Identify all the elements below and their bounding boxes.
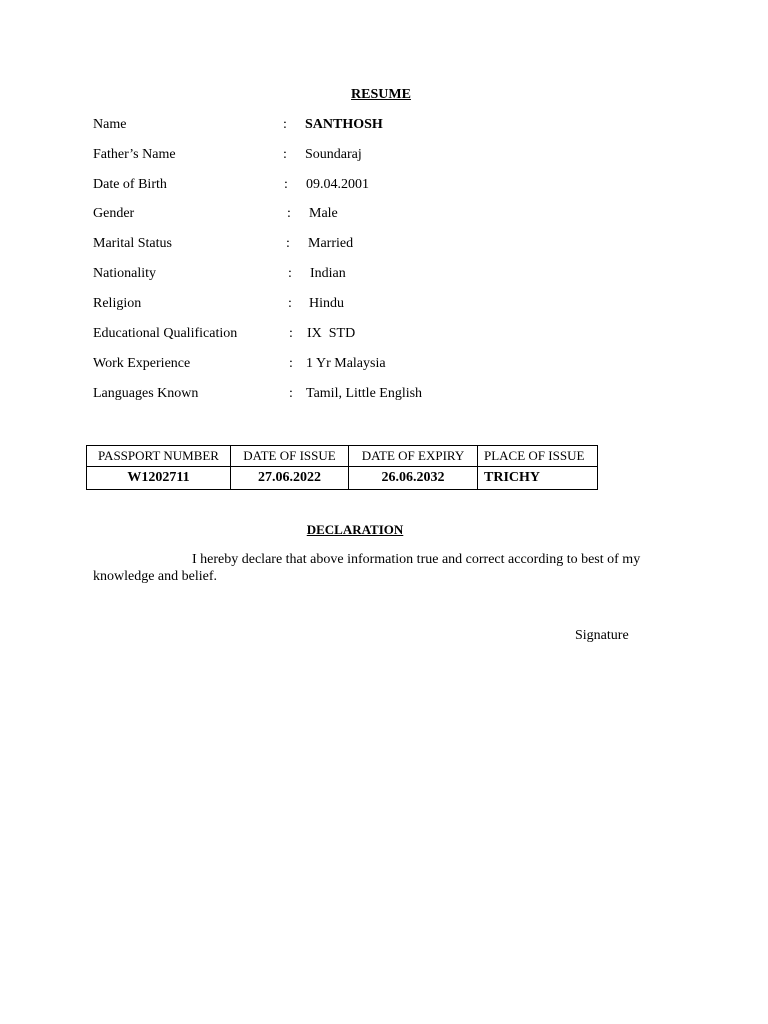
detail-colon-date-of-birth: : [284,177,288,192]
detail-label-nationality: Nationality [93,266,156,281]
detail-colon-name: : [283,117,287,132]
detail-value-marital-status: Married [308,236,354,251]
detail-value-nationality: Indian [310,266,346,281]
declaration-text: I hereby declare that above information true and correct according to best of my knowledge and belief. [93,552,641,584]
passport-header-row [87,446,598,467]
detail-colon-work-experience: : [289,356,293,371]
signature-label: Signature [575,628,629,643]
detail-colon-religion: : [288,296,292,311]
detail-value-work-experience: 1 Yr Malaysia [306,356,386,371]
detail-label-date-of-birth: Date of Birth [93,177,167,192]
detail-label-religion: Religion [93,296,142,311]
passport-header-date-of-issue: DATE OF ISSUE [231,446,349,467]
detail-label-fathers-name: Father’s Name [93,147,176,162]
detail-label-languages-known: Languages Known [93,386,199,401]
detail-colon-fathers-name: : [283,147,287,162]
passport-table [86,445,598,490]
detail-value-religion: Hindu [309,296,344,311]
detail-value-name: SANTHOSH [305,117,383,132]
detail-value-gender: Male [309,206,338,221]
detail-value-educational-qualification: IX STD [307,326,356,341]
detail-colon-gender: : [287,206,291,221]
passport-date-of-expiry-value: 26.06.2032 [349,467,478,490]
resume-title: RESUME [351,87,411,102]
detail-value-fathers-name: Soundaraj [305,147,362,162]
passport-header-number: PASSPORT NUMBER [87,446,231,467]
detail-colon-languages-known: : [289,386,293,401]
detail-label-work-experience: Work Experience [93,356,191,371]
detail-value-date-of-birth: 09.04.2001 [306,177,369,192]
passport-date-of-issue-value: 27.06.2022 [231,467,349,490]
passport-place-of-issue-value: TRICHY [478,467,598,490]
passport-number-value: W1202711 [87,467,231,490]
detail-value-languages-known: Tamil, Little English [306,386,423,401]
detail-label-marital-status: Marital Status [93,236,172,251]
detail-colon-educational-qualification: : [289,326,293,341]
detail-label-gender: Gender [93,206,135,221]
detail-label-educational-qualification: Educational Qualification [93,326,238,341]
detail-colon-nationality: : [288,266,292,281]
passport-header-date-of-expiry: DATE OF EXPIRY [349,446,478,467]
passport-value-row [87,467,598,490]
passport-header-place-of-issue: PLACE OF ISSUE [478,446,598,467]
declaration-title: DECLARATION [306,522,404,537]
detail-label-name: Name [93,117,127,132]
detail-colon-marital-status: : [286,236,290,251]
